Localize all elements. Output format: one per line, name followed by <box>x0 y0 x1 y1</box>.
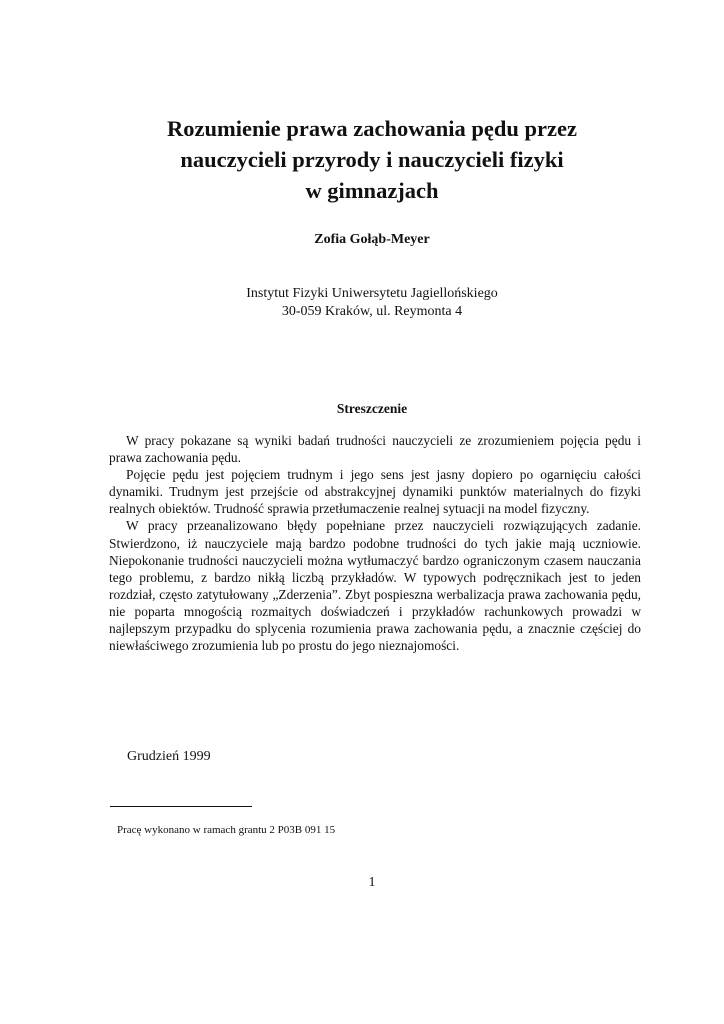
abstract-paragraph-3: W pracy przeanalizowano błędy popełniane przez nauczycieli rozwiązujących zadanie. Stwierdzono, iż nauczyciele mają bardzo podobne trudności do tych jakie mają uczniowie. Niepokonanie trudności nauczycieli można wytłumaczyć bardzo ograniczonym czasem nauczania tego problemu, z bardzo nikłą liczbą przykładów. W typowych podręcznikach jest to jeden rozdział, często zatytułowany „Zderzenia”. Zbyt pospieszna werbalizacja prawa zachowania pędu, nie poparta mnogością rozmaitych doświadczeń i przykładów rachunkowych prowadzi w najlepszym przypadku do splycenia rozumienia prawa zachowania pędu, a znacznie częściej do niewłaściwego zrozumienia lub po prostu do jego nieznajomości. <box>109 518 641 654</box>
affiliation-line-1: Instytut Fizyki Uniwersytetu Jagiellońskiego <box>246 286 498 301</box>
title-line-2: nauczycieli przyrody i nauczycieli fizyki <box>180 147 564 172</box>
abstract-paragraph-1: W pracy pokazane są wyniki badań trudności nauczycieli ze zrozumieniem pojęcia pędu i prawa zachowania pędu. <box>109 433 641 466</box>
footnote-rule <box>110 806 252 807</box>
paper-title <box>100 113 644 206</box>
title-line-1: Rozumienie prawa zachowania pędu przez <box>167 116 577 141</box>
footnote: Pracę wykonano w ramach grantu 2 P03B 091 15 <box>117 824 336 836</box>
affiliation-line-2: 30-059 Kraków, ul. Reymonta 4 <box>281 304 463 319</box>
affiliation <box>0 285 724 321</box>
author-name: Zofia Gołąb-Meyer <box>314 232 430 247</box>
date-line: Grudzień 1999 <box>127 749 211 764</box>
abstract-heading: Streszczenie <box>336 401 408 416</box>
title-line-3: w gimnazjach <box>305 178 439 203</box>
abstract-body <box>109 432 641 654</box>
abstract-paragraph-2: Pojęcie pędu jest pojęciem trudnym i jego sens jest jasny dopiero po ogarnięciu całości dynamiki. Trudnym jest przejście od abstrakcyjnej dynamiki punktów materialnych do fizyki realnych obiektów. Trudność sprawia przetłumaczenie realnej sytuacji na model fizyczny. <box>109 467 641 517</box>
page-number: 1 <box>368 875 376 890</box>
